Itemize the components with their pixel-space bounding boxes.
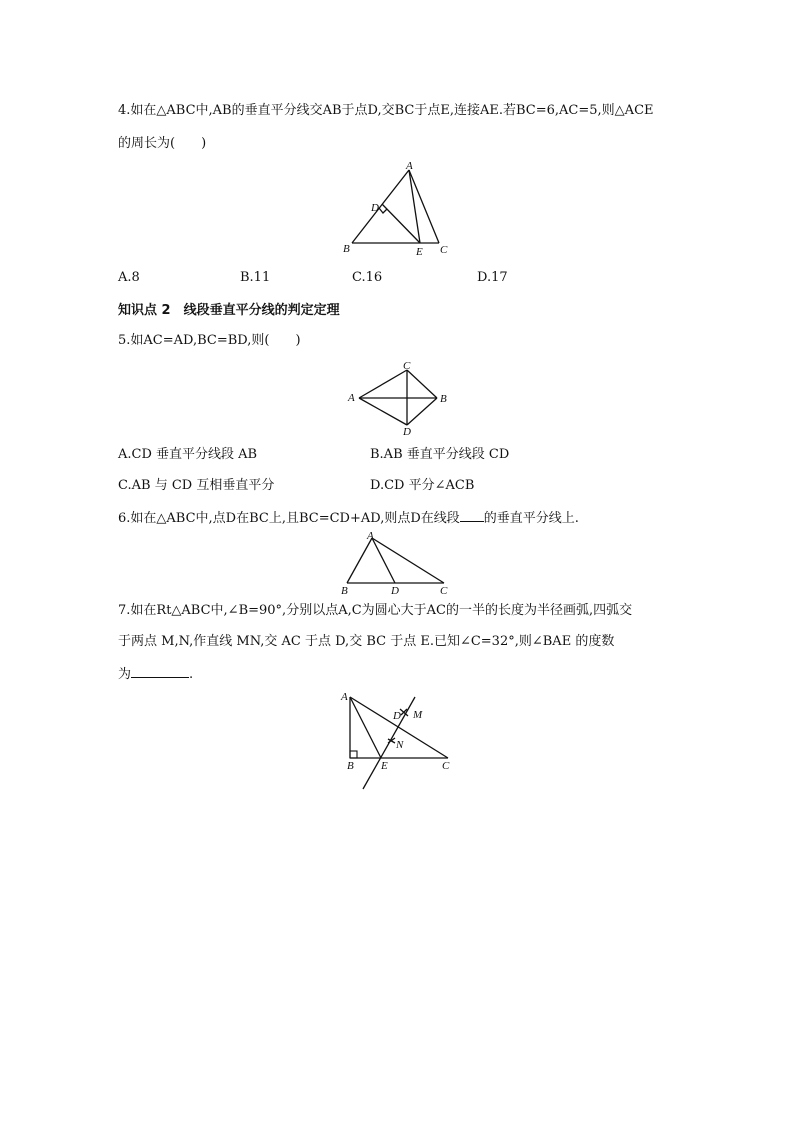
q6-answer-blank[interactable] — [460, 507, 484, 522]
q7-label-m: M — [413, 709, 423, 721]
q6-stem-after: 的垂直平分线上. — [483, 511, 579, 526]
q7-stem-line2: 于两点 M,N,作直线 MN,交 AC 于点 D,交 BC 于点 E.已知∠C=32°,则∠BAE 的度数 — [118, 634, 615, 649]
q6-label-b: B — [341, 585, 348, 597]
q7-label-n: N — [396, 739, 404, 751]
q5-label-a: A — [348, 392, 355, 404]
q4-label-a: A — [406, 160, 413, 172]
q7-stem-line3 — [118, 663, 193, 685]
section2-title: 知识点 2 线段垂直平分线的判定定理 — [118, 303, 340, 318]
q7-stem-line1: 7.如在Rt△ABC中,∠B=90°,分别以点A,C为圆心大于AC的一半的长度为半径画弧,四弧交 — [118, 603, 633, 618]
q4-stem-line2: 的周长为( ) — [118, 136, 207, 151]
q5-option-b: B.AB 垂直平分线段 CD — [370, 447, 510, 462]
q5-label-d: D — [403, 426, 411, 438]
q4-label-c: C — [440, 244, 448, 256]
q4-stem-line1: 4.如在△ABC中,AB的垂直平分线交AB于点D,交BC于点E,连接AE.若BC=6,AC=5,则△ACE — [118, 103, 654, 118]
q7-label-c: C — [442, 760, 450, 772]
q5-label-c: C — [403, 360, 411, 372]
q6-stem — [118, 507, 579, 529]
q7-stem-line3-end: . — [189, 667, 194, 682]
q7-answer-blank[interactable] — [131, 663, 189, 678]
q4-option-c: C.16 — [352, 270, 383, 285]
q7-stem-line3-text: 为 — [118, 667, 132, 682]
q5-option-a: A.CD 垂直平分线段 AB — [118, 447, 258, 462]
q4-triangle-figure — [330, 160, 470, 260]
q4-option-a: A.8 — [118, 270, 140, 285]
q5-option-d: D.CD 平分∠ACB — [370, 478, 475, 493]
q6-label-a: A — [367, 530, 374, 542]
q4-option-b: B.11 — [240, 270, 271, 285]
q4-label-d: D — [371, 202, 379, 214]
q6-stem-before: 6.如在△ABC中,点D在BC上,且BC=CD+AD,则点D在线段 — [118, 511, 460, 526]
q7-label-a: A — [341, 691, 348, 703]
q6-label-d: D — [391, 585, 399, 597]
q5-stem: 5.如AC=AD,BC=BD,则( ) — [118, 333, 301, 348]
q5-label-b: B — [440, 393, 447, 405]
q7-label-d: D — [393, 710, 401, 722]
q4-label-e: E — [416, 246, 423, 258]
q5-option-c: C.AB 与 CD 互相垂直平分 — [118, 478, 275, 493]
q5-kite-figure — [340, 358, 460, 438]
q7-label-b: B — [347, 760, 354, 772]
q6-triangle-figure — [335, 528, 460, 598]
q4-label-b: B — [343, 243, 350, 255]
q6-label-c: C — [440, 585, 448, 597]
q7-construction-figure — [335, 685, 465, 795]
q7-label-e: E — [381, 760, 388, 772]
q4-option-d: D.17 — [477, 270, 508, 285]
